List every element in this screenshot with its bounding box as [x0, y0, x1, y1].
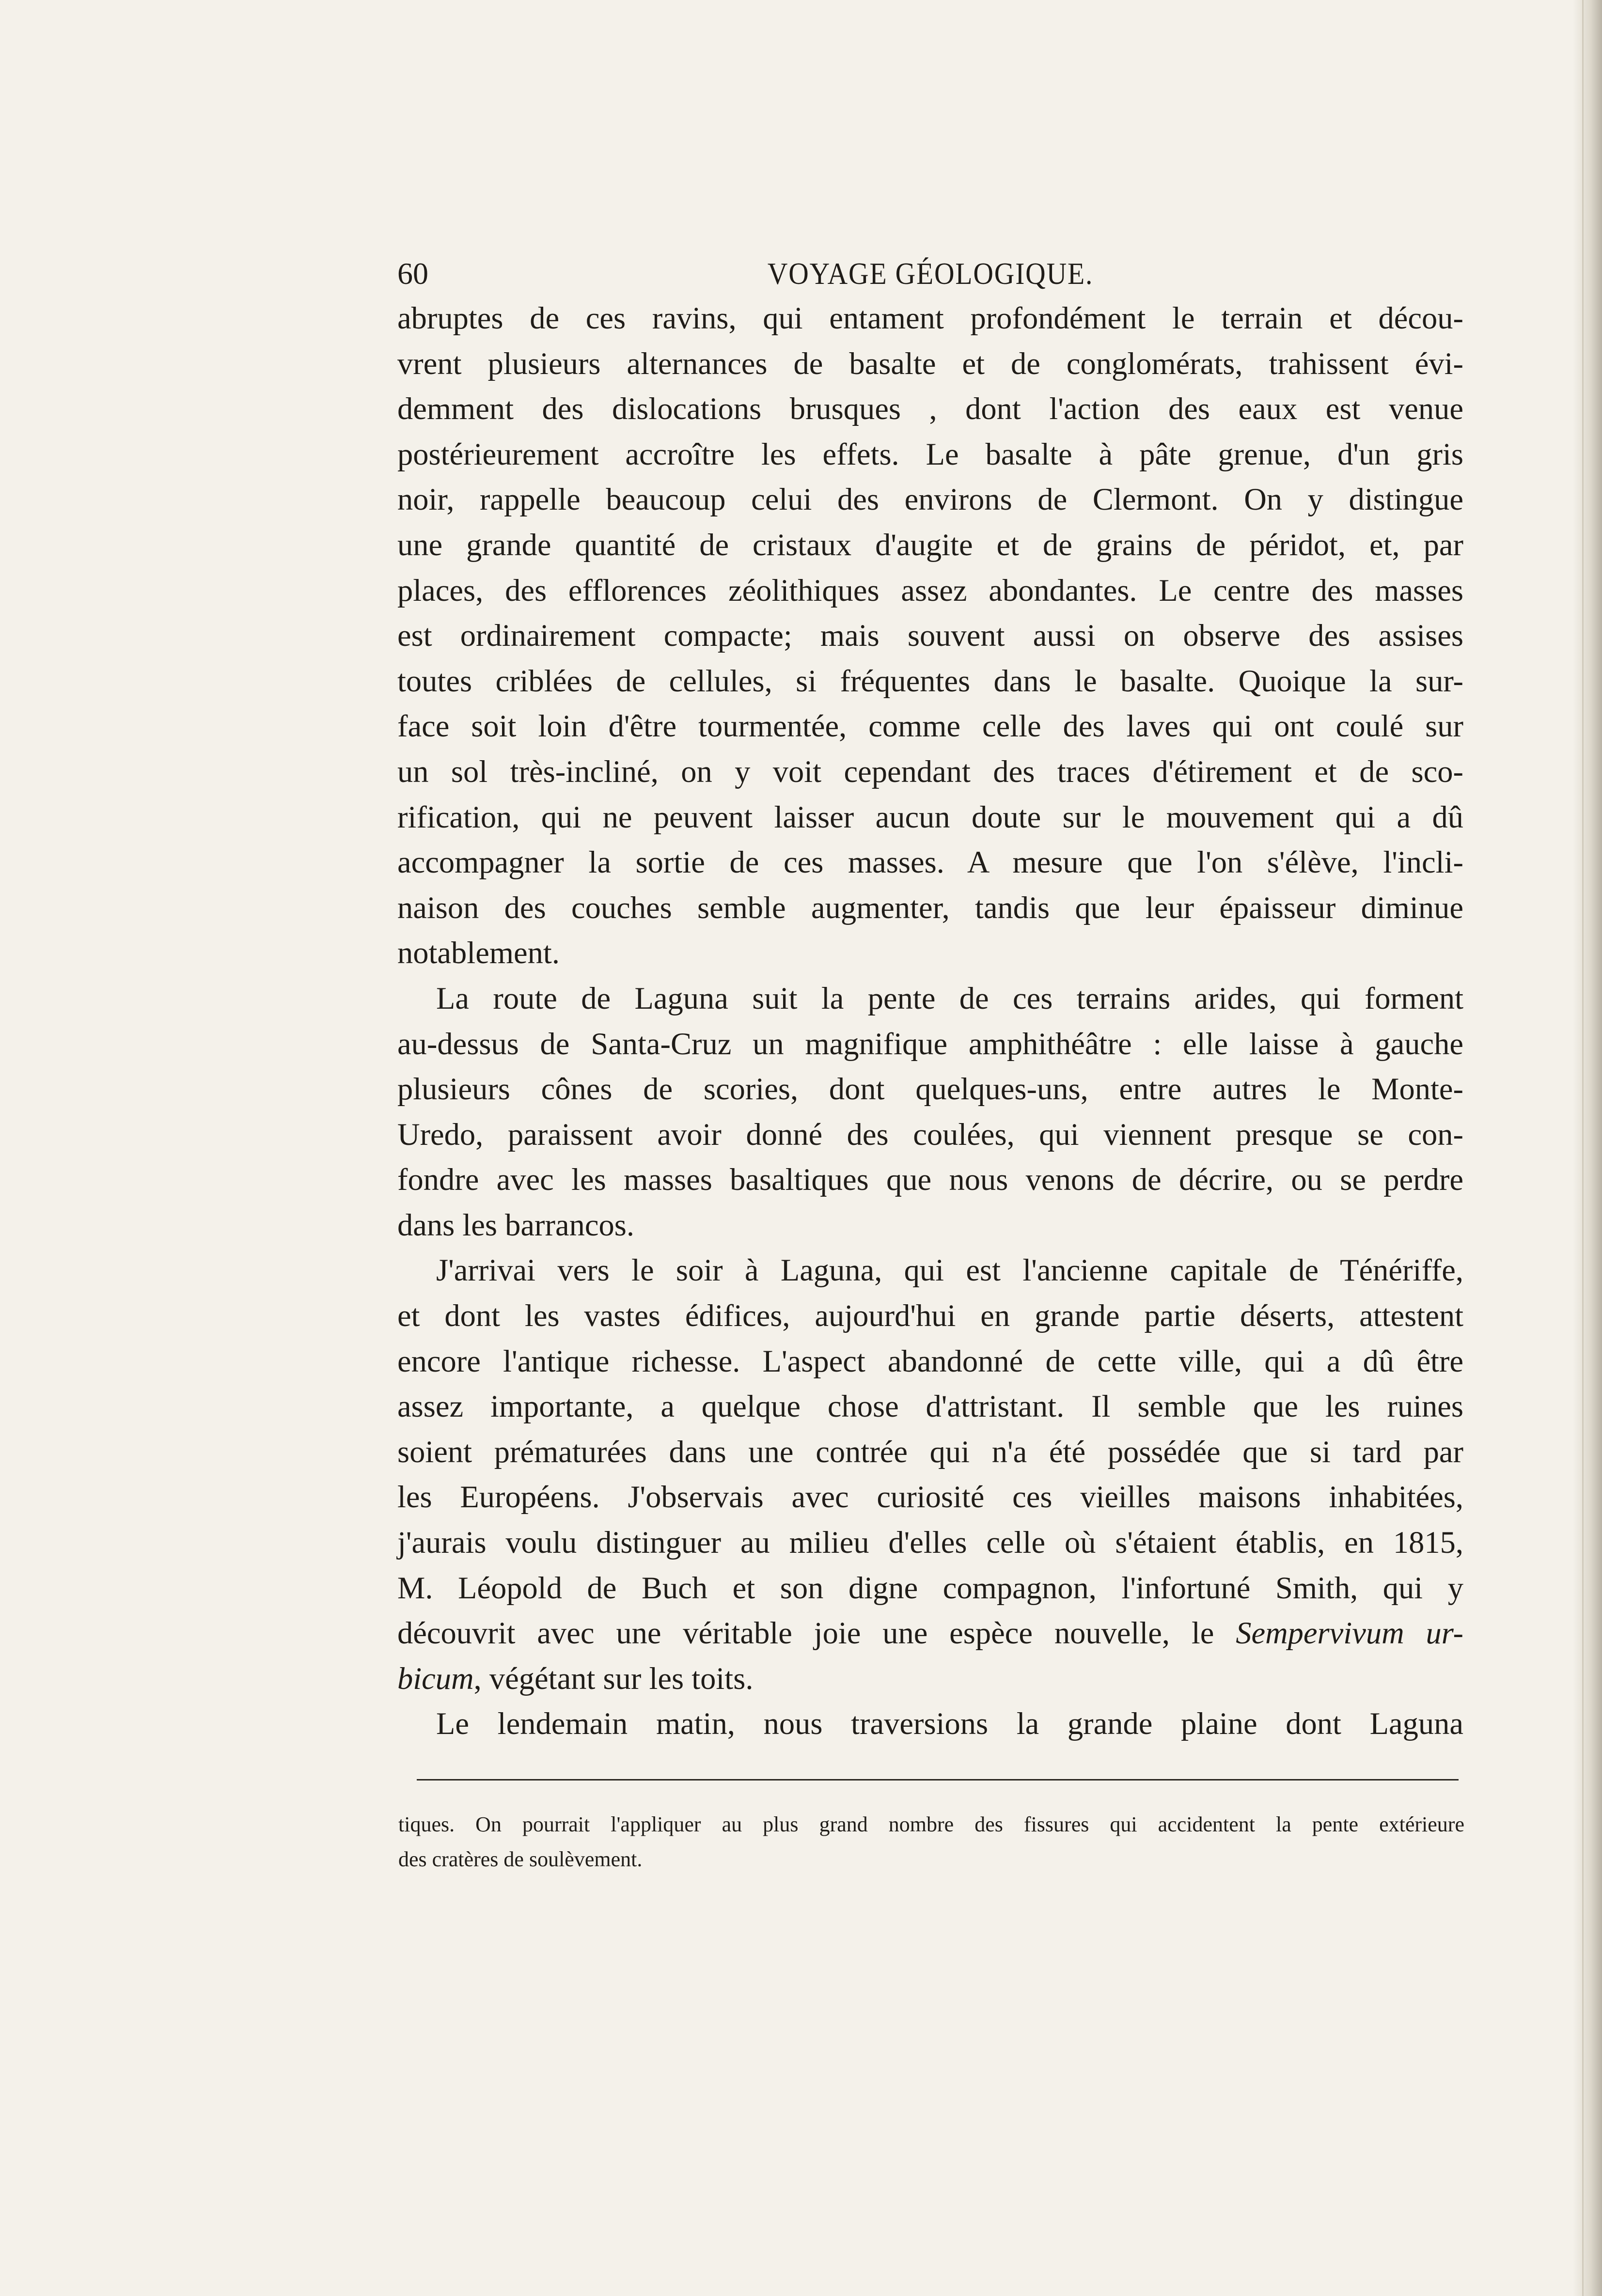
text-segment: , végétant sur les toits.	[473, 1661, 754, 1696]
footnote	[398, 1807, 1464, 1877]
paragraph-start-line: La route de Laguna suit la pente de ces terrains arides, qui forment	[436, 981, 1463, 1015]
text-line: rification, qui ne peuvent laisser aucun doute sur le mouvement qui a dû	[397, 799, 1463, 834]
text-line: fondre avec les masses basaltiques que nous venons de décrire, ou se perdre	[397, 1162, 1463, 1197]
footnote-line: tiques. On pourrait l'appliquer au plus grand nombre des fissures qui accidentent la pente extérieure	[398, 1812, 1464, 1836]
footnote-line: des cratères de soulèvement.	[398, 1847, 643, 1871]
text-line	[397, 1610, 1463, 1656]
page-number: 60	[397, 256, 428, 291]
text-line: encore l'antique richesse. L'aspect abandonné de cette ville, qui a dû être	[397, 1343, 1463, 1378]
text-segment: découvrit avec une véritable joie une espèce nouvelle, le	[397, 1616, 1236, 1651]
text-line: et dont les vastes édifices, aujourd'hui en grande partie déserts, attestent	[397, 1298, 1463, 1333]
text-line: face soit loin d'être tourmentée, comme celle des laves qui ont coulé sur	[397, 709, 1463, 744]
text-line: les Européens. J'observais avec curiosité ces vieilles maisons inhabitées,	[397, 1480, 1463, 1515]
text-line: naison des couches semble augmenter, tandis que leur épaisseur diminue	[397, 890, 1463, 925]
text-line: un sol très-incliné, on y voit cependant des traces d'étirement et de sco-	[397, 754, 1463, 789]
text-line: postérieurement accroître les effets. Le basalte à pâte grenue, d'un gris	[397, 437, 1463, 471]
text-line: au-dessus de Santa-Cruz un magnifique amphithéâtre : elle laisse à gauche	[397, 1026, 1463, 1061]
species-name-italic: Sempervivum ur-	[1236, 1616, 1463, 1651]
text-line: M. Léopold de Buch et son digne compagnon, l'infortuné Smith, qui y	[397, 1570, 1463, 1605]
text-line: places, des efflorences zéolithiques assez abondantes. Le centre des masses	[397, 573, 1463, 608]
page-edge-shadow	[1573, 0, 1602, 2296]
text-line: vrent plusieurs alternances de basalte et de conglomérats, trahissent évi-	[397, 346, 1463, 381]
text-line: demment des dislocations brusques , dont l'action des eaux est venue	[397, 391, 1463, 426]
text-line: accompagner la sortie de ces masses. A mesure que l'on s'élève, l'incli-	[397, 845, 1463, 880]
text-line: soient prématurées dans une contrée qui n'a été possédée que si tard par	[397, 1434, 1463, 1469]
page-edge-line	[1582, 0, 1584, 2296]
text-line: abruptes de ces ravins, qui entament profondément le terrain et décou-	[397, 301, 1463, 335]
running-title: VOYAGE GÉOLOGIQUE.	[767, 256, 1094, 291]
paragraph-start-line: Le lendemain matin, nous traversions la grande plaine dont Laguna	[436, 1706, 1463, 1741]
text-line: dans les barrancos.	[397, 1207, 634, 1242]
text-line: j'aurais voulu distinguer au milieu d'elles celle où s'étaient établis, en 1815,	[397, 1525, 1463, 1560]
text-line: Uredo, paraissent avoir donné des coulées, qui viennent presque se con-	[397, 1117, 1463, 1152]
text-line: une grande quantité de cristaux d'augite et de grains de péridot, et, par	[397, 527, 1463, 562]
footnote-rule	[417, 1779, 1459, 1781]
text-line: toutes criblées de cellules, si fréquentes dans le basalte. Quoique la sur-	[397, 663, 1463, 698]
page-header	[397, 252, 1463, 296]
text-line: assez importante, a quelque chose d'attristant. Il semble que les ruines	[397, 1389, 1463, 1424]
text-line: plusieurs cônes de scories, dont quelques-uns, entre autres le Monte-	[397, 1072, 1463, 1107]
text-line: est ordinairement compacte; mais souvent aussi on observe des assises	[397, 618, 1463, 653]
body-text	[397, 296, 1463, 1747]
paragraph-start-line: J'arrivai vers le soir à Laguna, qui est l'ancienne capitale de Ténériffe,	[436, 1253, 1463, 1288]
text-line: noir, rappelle beaucoup celui des environs de Clermont. On y distingue	[397, 482, 1463, 517]
text-line: notablement.	[397, 936, 560, 970]
text-line	[397, 1656, 1463, 1702]
species-name-italic: bicum	[397, 1661, 474, 1696]
